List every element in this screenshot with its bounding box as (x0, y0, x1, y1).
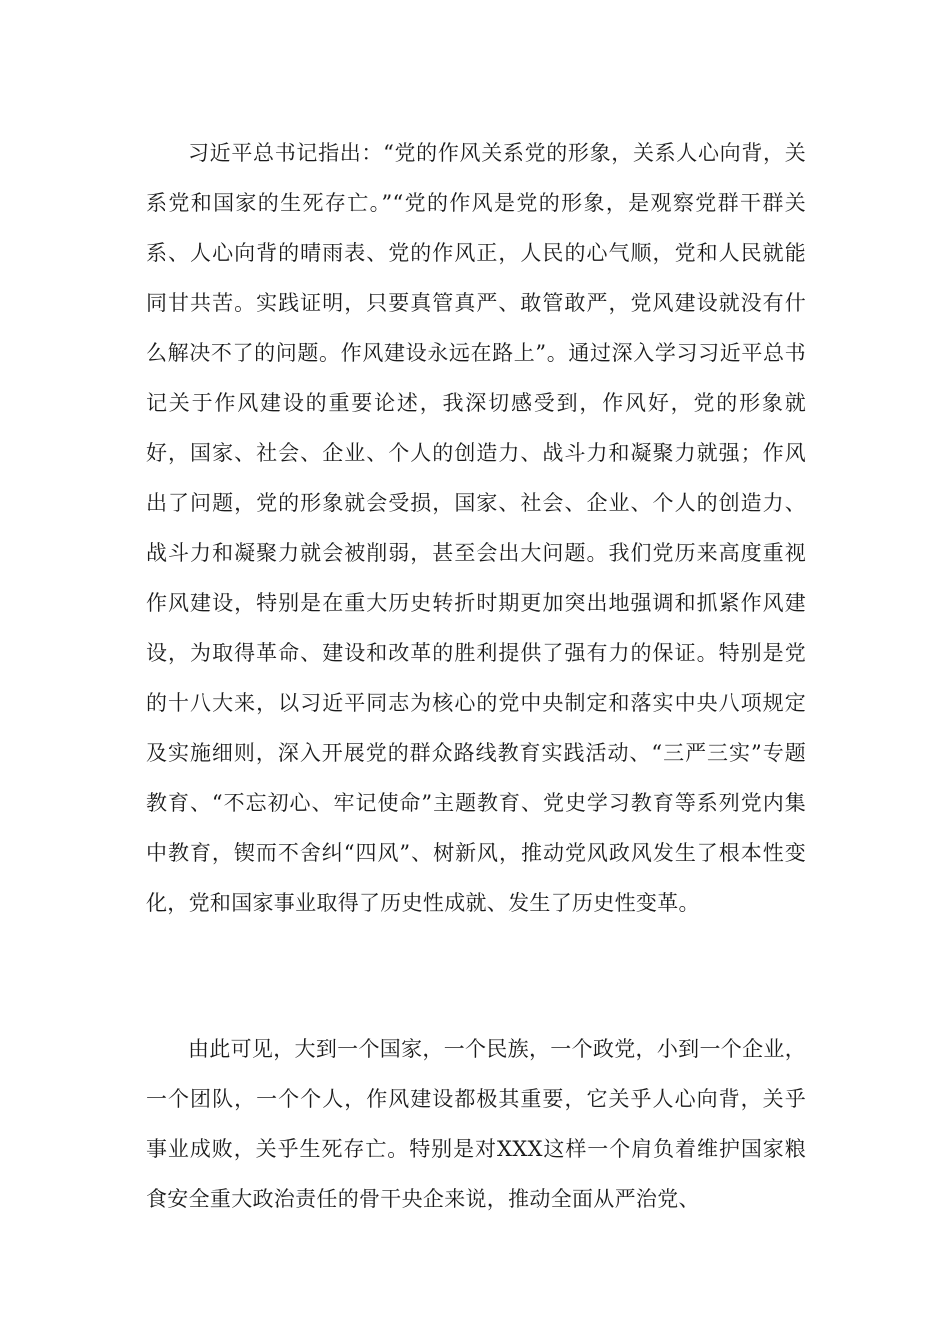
body-paragraph-1: 习近平总书记指出：“党的作风关系党的形象，关系人心向背，关系党和国家的生死存亡。”“党的作风是党的形象，是观察党群干群关系、人心向背的晴雨表、党的作风正，人民的心气顺，党和人民就能同甘共苦。实践证明，只要真管真严、敢管敢严，党风建设就没有什么解决不了的问题。作风建设永远在路上”。通过深入学习习近平总书记关于作风建设的重要论述，我深切感受到，作风好，党的形象就好，国家、社会、企业、个人的创造力、战斗力和凝聚力就强；作风出了问题，党的形象就会受损，国家、社会、企业、个人的创造力、战斗力和凝聚力就会被削弱，甚至会出大问题。我们党历来高度重视作风建设，特别是在重大历史转折时期更加突出地强调和抓紧作风建设，为取得革命、建设和改革的胜利提供了强有力的保证。特别是党的十八大来，以习近平同志为核心的党中央制定和落实中央八项规定及实施细则，深入开展党的群众路线教育实践活动、“三严三实”专题教育、“不忘初心、牢记使命”主题教育、党史学习教育等系列党内集中教育，锲而不舍纠“四风”、树新风，推动党风政风发生了根本性变化，党和国家事业取得了历史性成就、发生了历史性变革。 (146, 141, 806, 915)
body-paragraph-2: 由此可见，大到一个国家，一个民族，一个政党，小到一个企业，一个团队，一个个人，作风建设都极其重要，它关乎人心向背，关乎事业成败，关乎生死存亡。特别是对XXX这样一个肩负着维护国家粮食安全重大政治责任的骨干央企来说，推动全面从严治党、 (146, 1037, 806, 1211)
